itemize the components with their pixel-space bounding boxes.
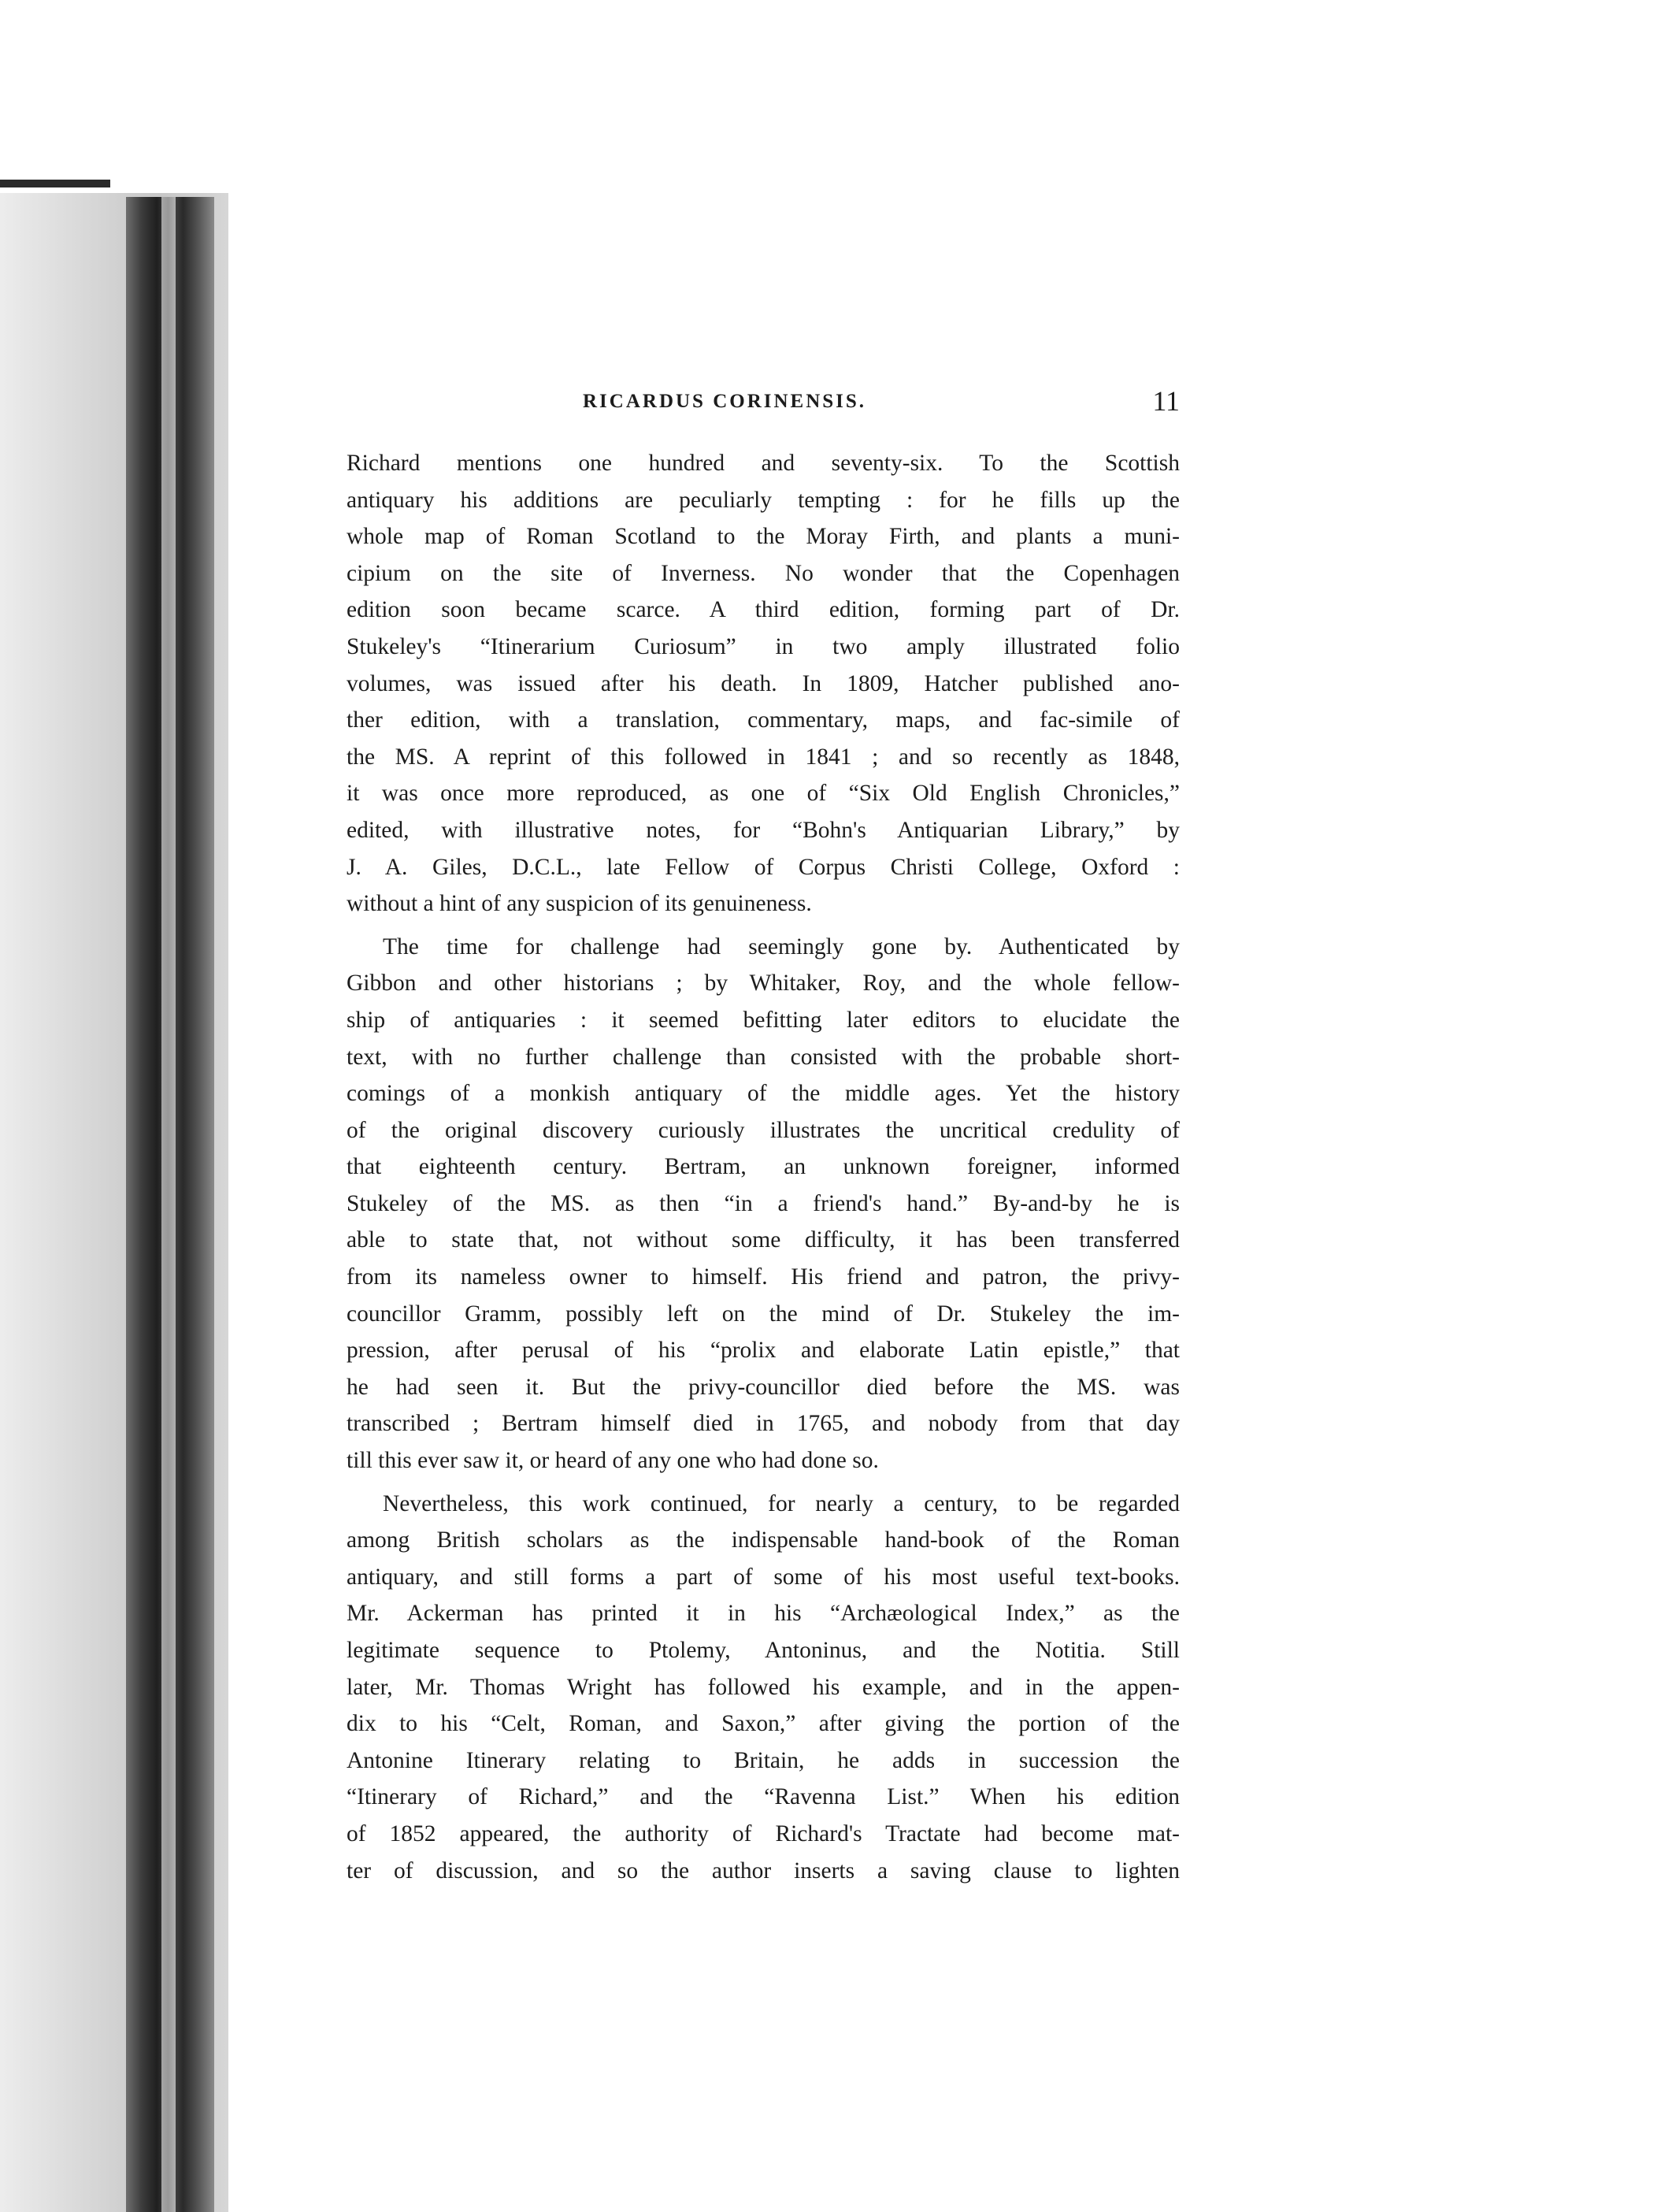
text-line: Gibbon and other historians ; by Whitaker, Roy, and the whole fellow- — [347, 971, 1180, 997]
text-line: pression, after perusal of his “prolix and elaborate Latin epistle,” that — [347, 1338, 1180, 1364]
paragraph — [347, 445, 1180, 922]
text-line: Antonine Itinerary relating to Britain, he adds in succession the — [347, 1747, 1180, 1773]
text-line: among British scholars as the indispensable hand-book of the Roman — [347, 1527, 1180, 1553]
text-line: from its nameless owner to himself. His friend and patron, the privy- — [347, 1264, 1180, 1290]
text-line: dix to his “Celt, Roman, and Saxon,” after giving the portion of the — [347, 1711, 1180, 1737]
text-line: ship of antiquaries : it seemed befitting later editors to elucidate the — [347, 1007, 1180, 1033]
text-line: Stukeley's “Itinerarium Curiosum” in two amply illustrated folio — [347, 633, 1180, 659]
text-line: Nevertheless, this work continued, for nearly a century, to be regarded — [383, 1490, 1180, 1516]
text-line: cipium on the site of Inverness. No wonder that the Copenhagen — [347, 560, 1180, 586]
text-line: antiquary, and still forms a part of some of his most useful text-books. — [347, 1564, 1180, 1590]
text-line: ther edition, with a translation, commentary, maps, and fac-simile of — [347, 707, 1180, 733]
text-line: of the original discovery curiously illustrates the uncritical credulity of — [347, 1117, 1180, 1143]
text-line: text, with no further challenge than consisted with the probable short- — [347, 1044, 1180, 1070]
text-line: he had seen it. But the privy-councillor died before the MS. was — [347, 1374, 1180, 1400]
paragraph — [347, 929, 1180, 1479]
text-line: legitimate sequence to Ptolemy, Antoninus, and the Notitia. Still — [347, 1638, 1180, 1663]
text-line: antiquary his additions are peculiarly tempting : for he fills up the — [347, 487, 1180, 513]
text-line: later, Mr. Thomas Wright has followed his example, and in the appen- — [347, 1674, 1180, 1700]
book-spine-highlight — [161, 197, 176, 2212]
text-line: Richard mentions one hundred and seventy-six. To the Scottish — [347, 451, 1180, 476]
text-line: edited, with illustrative notes, for “Bohn's Antiquarian Library,” by — [347, 817, 1180, 843]
text-line: the MS. A reprint of this followed in 1841 ; and so recently as 1848, — [347, 744, 1180, 770]
running-head: RICARDUS CORINENSIS. — [583, 391, 867, 412]
text-line: volumes, was issued after his death. In 1809, Hatcher published ano- — [347, 670, 1180, 696]
text-line: ter of discussion, and so the author inserts a saving clause to lighten — [347, 1858, 1180, 1884]
text-line: it was once more reproduced, as one of “Six Old English Chronicles,” — [347, 781, 1180, 807]
text-line: without a hint of any suspicion of its genuineness. — [347, 891, 812, 917]
text-line: “Itinerary of Richard,” and the “Ravenna List.” When his edition — [347, 1784, 1180, 1810]
text-line: councillor Gramm, possibly left on the mind of Dr. Stukeley the im- — [347, 1301, 1180, 1327]
text-line: Mr. Ackerman has printed it in his “Archæological Index,” as the — [347, 1601, 1180, 1627]
text-line: able to state that, not without some difficulty, it has been transferred — [347, 1227, 1180, 1253]
text-line: transcribed ; Bertram himself died in 1765, and nobody from that day — [347, 1411, 1180, 1437]
scan-page-edge — [0, 180, 110, 187]
text-line: of 1852 appeared, the authority of Richard's Tractate had become mat- — [347, 1820, 1180, 1846]
paragraph — [347, 1486, 1180, 1890]
text-line: edition soon became scarce. A third edition, forming part of Dr. — [347, 597, 1180, 623]
page-number: 11 — [1152, 385, 1180, 417]
text-line: till this ever saw it, or heard of any one who had done so. — [347, 1448, 879, 1474]
body-text — [347, 445, 1180, 1889]
text-line: The time for challenge had seemingly gone by. Authenticated by — [383, 933, 1180, 959]
text-line: J. A. Giles, D.C.L., late Fellow of Corpus Christi College, Oxford : — [347, 854, 1180, 880]
page-header — [347, 384, 1180, 429]
text-line: Stukeley of the MS. as then “in a friend's hand.” By-and-by he is — [347, 1190, 1180, 1216]
text-line: comings of a monkish antiquary of the middle ages. Yet the history — [347, 1081, 1180, 1107]
text-line: whole map of Roman Scotland to the Moray Firth, and plants a muni- — [347, 524, 1180, 550]
text-line: that eighteenth century. Bertram, an unknown foreigner, informed — [347, 1154, 1180, 1180]
